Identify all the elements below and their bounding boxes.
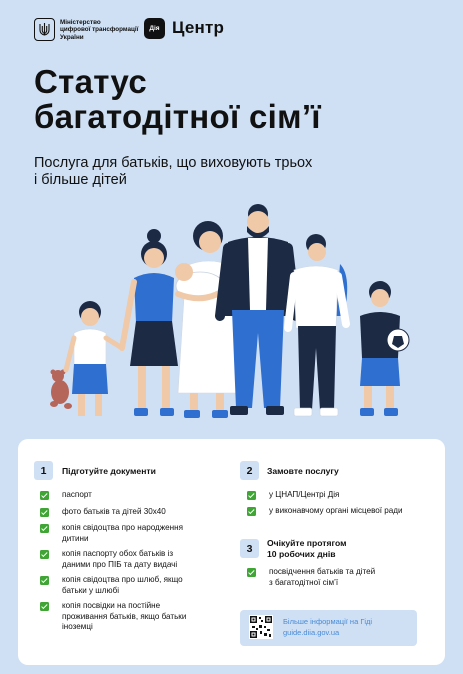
guide-info-box[interactable] — [240, 610, 417, 646]
step-number: 3 — [240, 539, 259, 558]
checklist-item: паспорт — [40, 490, 92, 501]
checkmark-icon — [247, 491, 256, 500]
checklist-item: копія посвідки на постійне проживання батьків, якщо батьки іноземці — [40, 601, 186, 633]
steps-card — [18, 439, 445, 665]
checklist-item: у виконавчому органі місцевої ради — [247, 506, 403, 517]
checklist-item: у ЦНАП/Центрі Дія — [247, 490, 339, 501]
checkmark-icon — [40, 508, 49, 517]
family-illustration — [40, 198, 420, 430]
checkmark-icon — [247, 568, 256, 577]
checkmark-icon — [247, 507, 256, 516]
checkmark-icon — [40, 576, 49, 585]
header — [34, 18, 434, 42]
checklist-item: копія свідоцтва про шлюб, якщо батьки у шлюбі — [40, 575, 183, 596]
teddy-bear-image — [50, 370, 72, 410]
checklist-item: копія свідоцтва про народження дитини — [40, 523, 183, 544]
page-subtitle: Послуга для батьків, що виховують трьох і більше дітей — [34, 155, 313, 188]
step-title: Очікуйте протягом 10 робочих днів — [267, 538, 347, 559]
boy-figure — [360, 281, 409, 416]
teen-girl-figure — [122, 229, 178, 416]
center-label: Центр — [172, 18, 225, 37]
trident-icon — [34, 18, 55, 41]
checklist-item: фото батьків та дітей 30х40 — [40, 507, 166, 518]
qr-code-icon — [249, 615, 273, 639]
ministry-name: Міністерство цифрової трансформації України — [60, 19, 139, 41]
teen-boy-figure — [288, 234, 347, 416]
guide-label: Більше інформації на Гіді — [283, 617, 373, 626]
checkmark-icon — [40, 602, 49, 611]
checkmark-icon — [40, 550, 49, 559]
girl-figure — [66, 301, 122, 416]
checkmark-icon — [40, 491, 49, 500]
diya-logo: Дія — [144, 18, 165, 39]
step-number: 2 — [240, 461, 259, 480]
step-title: Замовте послугу — [267, 466, 339, 476]
step-title: Підготуйте документи — [62, 466, 156, 476]
step-number: 1 — [34, 461, 53, 480]
checkmark-icon — [40, 524, 49, 533]
guide-link[interactable]: guide.diia.gov.ua — [283, 628, 340, 637]
checklist-item: посвідчення батьків та дітей з багатодітної сім’ї — [247, 567, 375, 588]
page-title: Статус багатодітної сім’ї — [34, 63, 321, 135]
checklist-item: копія паспорту обох батьків із даними про ПІБ та дату видачі — [40, 549, 177, 570]
